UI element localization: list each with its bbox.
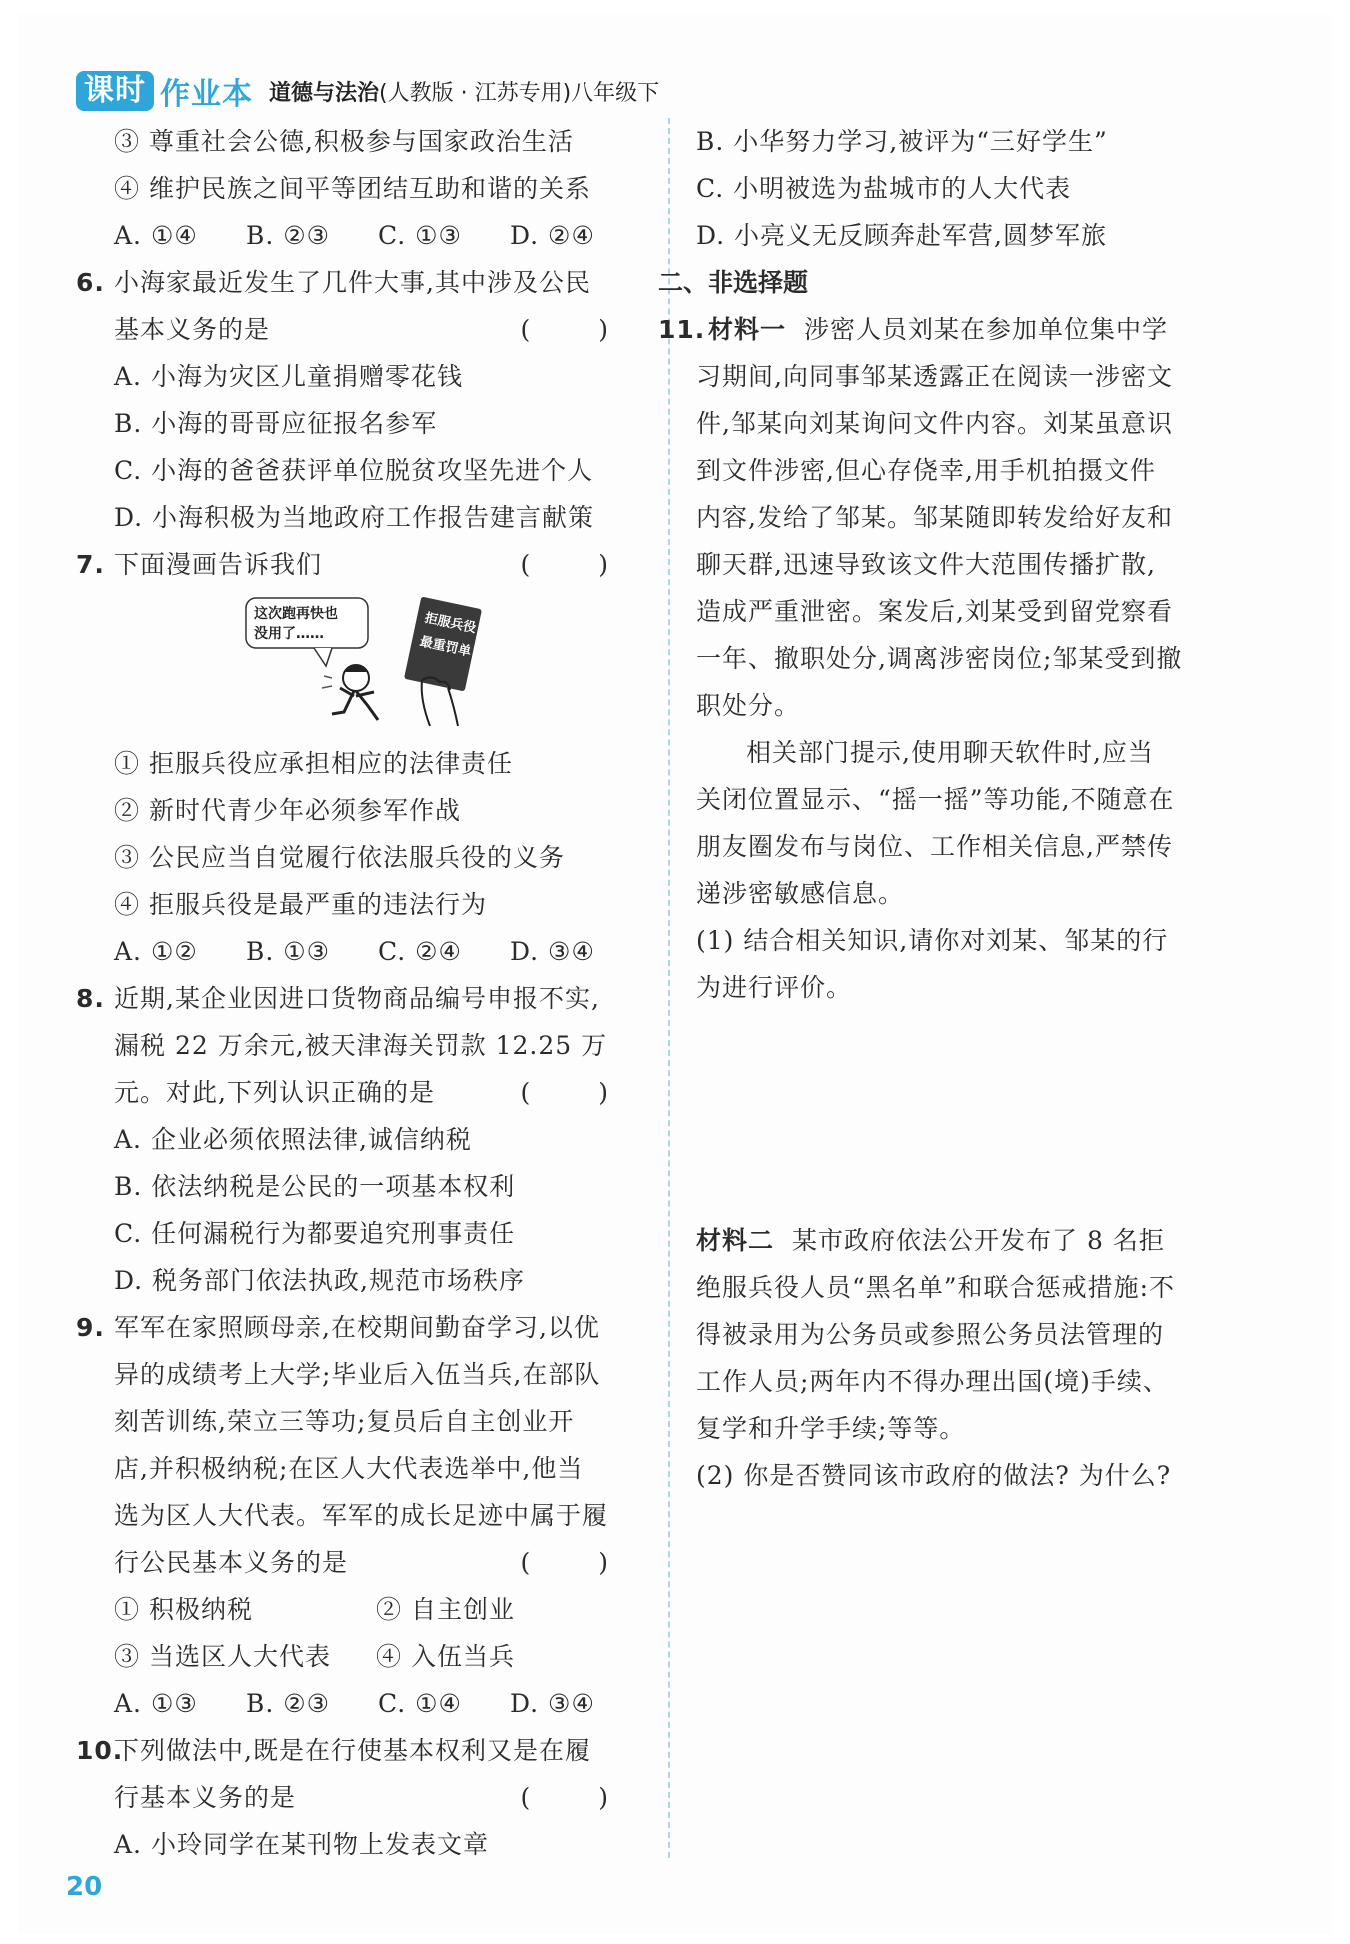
page-number: 20 xyxy=(66,1872,103,1902)
q8-stem-line3 xyxy=(76,1069,648,1116)
q9-answer-bracket: ( ) xyxy=(520,1548,638,1577)
q7-item-4: ④ 拒服兵役是最严重的违法行为 xyxy=(114,890,487,919)
q6-stem-line2 xyxy=(76,306,648,353)
answer-space-1 xyxy=(696,1011,1268,1217)
q7-item-3: ③ 公民应当自觉履行依法服兵役的义务 xyxy=(114,843,565,872)
q8-number: 8. xyxy=(76,984,105,1013)
material-2-label: 材料二 xyxy=(696,1226,775,1255)
q6-option-d: D. 小海积极为当地政府工作报告建言献策 xyxy=(114,503,595,532)
material-1-para2-line2: 关闭位置显示、“摇一摇”等功能,不随意在 xyxy=(696,785,1175,814)
q6-stem-cont: 基本义务的是 xyxy=(114,315,271,344)
q9-option-a: A. ①③ xyxy=(114,1689,198,1718)
q9-item-2: ② 自主创业 xyxy=(376,1595,515,1624)
comic-drawing xyxy=(244,596,504,730)
material-1-para2-line3: 朋友圈发布与岗位、工作相关信息,严禁传 xyxy=(696,832,1173,861)
q5-item-4: ④ 维护民族之间平等团结互助和谐的关系 xyxy=(114,174,591,203)
ticket-text-2: 最重罚单 xyxy=(418,634,473,660)
material-1-para2-line1: 相关部门提示,使用聊天软件时,应当 xyxy=(746,738,1154,767)
q6-stem-line1 xyxy=(76,259,648,306)
bubble-text-2: 没用了…… xyxy=(254,626,324,642)
q5-option-a: A. ①④ xyxy=(114,221,198,250)
q7-stem: 下面漫画告诉我们 xyxy=(114,550,323,579)
q8-option-b: B. 依法纳税是公民的一项基本权利 xyxy=(114,1172,516,1201)
q7-number: 7. xyxy=(76,550,105,579)
q9-stem-line1 xyxy=(76,1304,648,1351)
q10-stem-line2 xyxy=(76,1774,648,1821)
q7-answer-bracket: ( ) xyxy=(520,550,638,579)
q8-stem-line1 xyxy=(76,975,648,1022)
material-2-line2: 绝服兵役人员“黑名单”和联合惩戒措施:不 xyxy=(696,1273,1175,1302)
material-1-line8: 一年、撤职处分,调离涉密岗位;邹某受到撤 xyxy=(696,644,1183,673)
q6-number: 6. xyxy=(76,268,105,297)
q9-stem-cont: 行公民基本义务的是 xyxy=(114,1548,349,1577)
q5-option-c: C. ①③ xyxy=(378,221,462,250)
sub-question-1-line2: 为进行评价。 xyxy=(696,973,853,1002)
q5-option-b: B. ②③ xyxy=(246,221,331,250)
material-1-line7: 造成严重泄密。案发后,刘某受到留党察看 xyxy=(696,597,1173,626)
q9-stem-line3: 刻苦训练,荣立三等功;复员后自主创业开 xyxy=(114,1407,575,1436)
left-column xyxy=(76,118,648,1868)
q10-option-c: C. 小明被选为盐城市的人大代表 xyxy=(696,174,1072,203)
q9-stem: 军军在家照顾母亲,在校期间勤奋学习,以优 xyxy=(114,1313,600,1342)
q9-item-4: ④ 入伍当兵 xyxy=(376,1642,515,1671)
q6-answer-bracket: ( ) xyxy=(520,315,638,344)
q6-option-b: B. 小海的哥哥应征报名参军 xyxy=(114,409,438,438)
material-1-text: 涉密人员刘某在参加单位集中学 xyxy=(804,315,1169,344)
material-1-line4: 到文件涉密,但心存侥幸,用手机拍摄文件 xyxy=(696,456,1156,485)
q8-answer-bracket: ( ) xyxy=(520,1078,638,1107)
q9-stem-line6 xyxy=(76,1539,648,1586)
logo-text: 作业本 xyxy=(160,77,253,112)
logo-badge: 课时 xyxy=(76,71,154,111)
page-header xyxy=(76,68,659,114)
q8-stem-cont: 元。对此,下列认识正确的是 xyxy=(114,1078,435,1107)
q5-options xyxy=(76,212,648,259)
q8-option-d: D. 税务部门依法执政,规范市场秩序 xyxy=(114,1266,525,1295)
material-2-line3: 得被录用为公务员或参照公务员法管理的 xyxy=(696,1320,1165,1349)
bubble-text-1: 这次跑再快也 xyxy=(254,606,338,622)
ticket-text-1: 拒服兵役 xyxy=(423,610,478,637)
material-1-line6: 聊天群,迅速导致该文件大范围传播扩散, xyxy=(696,550,1156,579)
material-1-label: 材料一 xyxy=(708,315,787,344)
material-1-line9: 职处分。 xyxy=(696,691,801,720)
q9-number: 9. xyxy=(76,1313,105,1342)
q7-option-c: C. ②④ xyxy=(378,937,462,966)
q8-option-a: A. 企业必须依照法律,诚信纳税 xyxy=(114,1125,472,1154)
q11-number: 11. xyxy=(658,315,706,344)
q9-item-1: ① 积极纳税 xyxy=(114,1595,253,1624)
material-2-line5: 复学和升学手续;等等。 xyxy=(696,1414,966,1443)
q10-answer-bracket: ( ) xyxy=(520,1783,638,1812)
q9-stem-line5: 选为区人大代表。军军的成长足迹中属于履 xyxy=(114,1501,609,1530)
q7-options xyxy=(76,928,648,975)
q11-line1 xyxy=(658,306,1268,353)
q10-stem-cont: 行基本义务的是 xyxy=(114,1783,297,1812)
q8-stem-line2: 漏税 22 万余元,被天津海关罚款 12.25 万 xyxy=(114,1031,608,1060)
column-divider xyxy=(668,118,670,1858)
q7-option-d: D. ③④ xyxy=(510,937,595,966)
q10-stem: 下列做法中,既是在行使基本权利又是在履 xyxy=(114,1736,591,1765)
right-column xyxy=(658,118,1268,1499)
q8-stem: 近期,某企业因进口货物商品编号申报不实, xyxy=(114,984,600,1013)
q9-options xyxy=(76,1680,648,1727)
q9-item-3: ③ 当选区人大代表 xyxy=(114,1642,331,1671)
q5-option-d: D. ②④ xyxy=(510,221,595,250)
material-1-line5: 内容,发给了邹某。邹某随即转发给好友和 xyxy=(696,503,1173,532)
q9-option-b: B. ②③ xyxy=(246,1689,331,1718)
subject-edition: (人教版 · 江苏专用)八年级下 xyxy=(379,80,660,106)
q7-item-1: ① 拒服兵役应承担相应的法律责任 xyxy=(114,749,513,778)
q9-stem-line2: 异的成绩考上大学;毕业后入伍当兵,在部队 xyxy=(114,1360,601,1389)
q9-items-row2 xyxy=(76,1633,648,1680)
material-1-para2-line4: 递涉密敏感信息。 xyxy=(696,879,905,908)
section-heading: 二、非选择题 xyxy=(658,268,809,297)
q9-option-c: C. ①④ xyxy=(378,1689,462,1718)
q10-number: 10. xyxy=(76,1736,124,1765)
running-boy-icon xyxy=(322,665,378,720)
material-2-text: 某市政府依法公开发布了 8 名拒 xyxy=(792,1226,1165,1255)
material-1-line3: 件,邹某向刘某询问文件内容。刘某虽意识 xyxy=(696,409,1173,438)
q9-items-row1 xyxy=(76,1586,648,1633)
subject-name: 道德与法治 xyxy=(269,80,380,106)
q7-item-2: ② 新时代青少年必须参军作战 xyxy=(114,796,461,825)
material-1-line2: 习期间,向同事邹某透露正在阅读一涉密文 xyxy=(696,362,1173,391)
material-2-line1 xyxy=(696,1217,1268,1264)
q10-stem-line1 xyxy=(76,1727,648,1774)
brand-logo xyxy=(76,69,253,113)
q9-option-d: D. ③④ xyxy=(510,1689,595,1718)
material-2-line4: 工作人员;两年内不得办理出国(境)手续、 xyxy=(696,1367,1169,1396)
q10-option-b: B. 小华努力学习,被评为“三好学生” xyxy=(696,127,1108,156)
q7-stem-line xyxy=(76,541,648,588)
sub-question-2: (2) 你是否赞同该市政府的做法? 为什么? xyxy=(696,1461,1172,1490)
q6-stem: 小海家最近发生了几件大事,其中涉及公民 xyxy=(114,268,591,297)
q7-option-a: A. ①② xyxy=(114,937,198,966)
q10-option-d: D. 小亮义无反顾奔赴军营,圆梦军旅 xyxy=(696,221,1107,250)
q6-option-c: C. 小海的爸爸获评单位脱贫攻坚先进个人 xyxy=(114,456,594,485)
speech-bubble-tail xyxy=(314,648,332,666)
fine-ticket-icon xyxy=(404,596,482,691)
q7-option-b: B. ①③ xyxy=(246,937,331,966)
q8-option-c: C. 任何漏税行为都要追究刑事责任 xyxy=(114,1219,516,1248)
q10-option-a: A. 小玲同学在某刊物上发表文章 xyxy=(114,1830,489,1859)
sub-question-1-line1: (1) 结合相关知识,请你对刘某、邹某的行 xyxy=(696,926,1169,955)
q6-option-a: A. 小海为灾区儿童捐赠零花钱 xyxy=(114,362,463,391)
q9-stem-line4: 店,并积极纳税;在区人大代表选举中,他当 xyxy=(114,1454,584,1483)
subject-title xyxy=(269,76,659,107)
q5-item-3: ③ 尊重社会公德,积极参与国家政治生活 xyxy=(114,127,574,156)
comic-illustration xyxy=(76,596,648,730)
